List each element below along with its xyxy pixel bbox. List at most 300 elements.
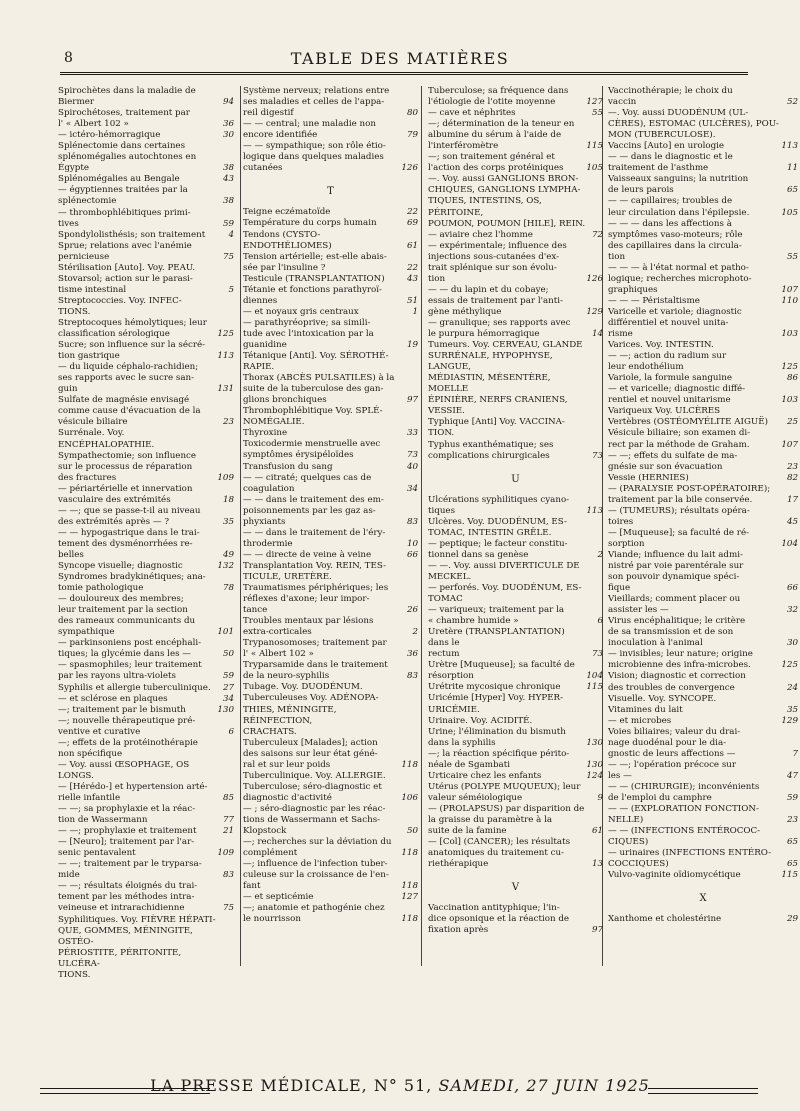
- entry-text: — —; effets du sulfate de ma- gnésie sur son évacuation: [608, 450, 738, 472]
- entry-page-number: 4: [228, 229, 234, 240]
- entry-text: Vitamines du lait: [608, 704, 683, 715]
- entry-text: — — dans le traitement de l'éry- throdermie: [243, 527, 386, 549]
- index-entry: [608, 705, 798, 716]
- entry-text: — — (INFECTIONS ENTÉROCOC- CIQUES): [608, 826, 761, 848]
- entry-text: — —; que se passe-t-il au niveau des extrémités après — ?: [58, 505, 201, 527]
- entry-page-number: 26: [406, 605, 418, 616]
- index-entry: [428, 693, 603, 715]
- entry-page-number: 61: [591, 826, 603, 837]
- entry-page-number: 47: [786, 770, 798, 781]
- entry-text: Trypanosomoses; traitement par l' « Albert 102 »: [243, 638, 387, 660]
- index-column-1: [58, 86, 234, 986]
- index-entry: [243, 616, 418, 638]
- entry-page-number: 127: [401, 892, 418, 903]
- entry-text: Troubles mentaux par lésions extra-corticales: [243, 616, 374, 638]
- entry-text: — —; traitement par le tryparsa- mide: [58, 859, 202, 881]
- entry-text: —; la réaction spécifique périto- néale de Sgambati: [428, 748, 570, 770]
- entry-text: Vaccinothérapie; le choix du vaccin: [608, 86, 733, 108]
- entry-text: — expérimentale; influence des injections sous-cutanées d'ex- trait splénique sur son évolu- tion: [428, 240, 567, 284]
- entry-page-number: 73: [406, 450, 418, 461]
- index-entry: [428, 230, 603, 241]
- entry-page-number: 24: [786, 682, 798, 693]
- entry-text: Tubage. Voy. DUODÉNUM.: [243, 682, 363, 693]
- entry-text: Vertèbres (OSTÉOMYÉLITE AIGUË): [608, 417, 768, 428]
- index-entry: [608, 616, 798, 649]
- entry-page-number: 23: [222, 417, 234, 428]
- entry-page-number: 130: [217, 704, 234, 715]
- index-entry: [608, 351, 798, 373]
- entry-text: Système nerveux; relations entre ses maladies et celles de l'appa- reil digestif: [243, 86, 390, 119]
- index-entry: [243, 638, 418, 660]
- index-entry: [58, 230, 234, 241]
- entry-text: Urticaire chez les enfants: [428, 770, 542, 781]
- entry-text: — Voy. aussi ŒSOPHAGE, OS LONGS.: [58, 759, 190, 781]
- entry-page-number: 129: [586, 306, 603, 317]
- section-letter: U: [511, 473, 520, 485]
- entry-text: Urinaire. Voy. ACIDITÉ.: [428, 715, 533, 726]
- entry-text: Voies biliaires; valeur du drai- nage duodénal pour le dia- gnostic de leurs affections —: [608, 726, 741, 759]
- index-entry: [58, 263, 234, 274]
- index-entry: [58, 881, 234, 914]
- entry-text: Syphilitiques. Voy. FIÈVRE HÉPATI- QUE, GOMMES, MÉNINGITE, OSTÉO- PÉRIOSTITE, PÉRITONITE, ULCÉRA- TIONS.: [58, 914, 216, 980]
- index-entry: [428, 86, 603, 108]
- entry-page-number: 104: [781, 538, 798, 549]
- entry-text: — parathyréoprive; sa simili- tude avec l'intoxication par la guanidine: [243, 317, 374, 350]
- index-entry: [58, 738, 234, 760]
- entry-text: — [Neuro]; traitement par l'ar- senic pentavalent: [58, 837, 195, 859]
- entry-text: Spirochètes dans la maladie de Biermer: [58, 86, 196, 108]
- entry-text: Sucre; son influence sur la sécré- tion gastrique: [58, 340, 206, 362]
- index-entry: [243, 561, 418, 583]
- entry-text: —. Voy. aussi DUODÉNUM (UL- CÈRES), ESTOMAC (ULCÈRES), POU- MON (TUBERCULOSE).: [608, 108, 779, 141]
- entry-page-number: 9: [597, 792, 603, 803]
- entry-page-number: 61: [406, 240, 418, 251]
- index-entry: [58, 837, 234, 859]
- index-entry: [58, 208, 234, 230]
- entry-text: — —; prophylaxie et traitement: [58, 826, 197, 837]
- entry-text: Ulcères. Voy. DUODÉNUM, ES- TOMAC, INTESTIN GRÊLE.: [428, 516, 567, 538]
- entry-text: — égyptiennes traitées par la splénectomie: [58, 185, 188, 207]
- entry-page-number: 75: [222, 251, 234, 262]
- entry-page-number: 7: [792, 748, 798, 759]
- entry-page-number: 23: [786, 815, 798, 826]
- index-entry: [608, 760, 798, 782]
- index-entry: [243, 495, 418, 528]
- entry-text: — —; action du radium sur leur endothélium: [608, 351, 727, 373]
- index-column-2: [243, 86, 418, 986]
- entry-text: Syphilis et allergie tuberculinique.: [58, 682, 211, 693]
- index-entry: [428, 340, 603, 417]
- entry-text: Vessie (HERNIES): [608, 472, 689, 483]
- entry-page-number: 97: [591, 925, 603, 936]
- entry-page-number: 118: [401, 914, 418, 925]
- index-entry: [58, 130, 234, 141]
- entry-page-number: 50: [222, 649, 234, 660]
- index-entry: [243, 351, 418, 373]
- entry-page-number: 125: [217, 329, 234, 340]
- entry-text: — du liquide céphalo-rachidien; ses rapports avec le sucre san- guin: [58, 362, 199, 395]
- entry-page-number: 51: [406, 295, 418, 306]
- entry-text: Urètre [Muqueuse]; sa faculté de résorption: [428, 660, 575, 682]
- index-entry: [608, 417, 798, 428]
- index-entry: [428, 903, 603, 936]
- entry-page-number: 36: [222, 119, 234, 130]
- entry-text: — invisibles; leur nature; origine microbienne des infra-microbes.: [608, 649, 753, 671]
- index-entry: [608, 484, 798, 506]
- index-entry: [428, 605, 603, 627]
- entry-text: — — central; une maladie non encore identifiée: [243, 119, 376, 141]
- entry-page-number: 115: [586, 141, 603, 152]
- entry-page-number: 83: [406, 671, 418, 682]
- entry-page-number: 17: [786, 494, 798, 505]
- entry-page-number: 22: [406, 262, 418, 273]
- index-entry: [58, 594, 234, 638]
- entry-text: — parkinsoniens post encéphali- tiques; la glycémie dans les —: [58, 638, 202, 660]
- index-entry: [428, 749, 603, 771]
- entry-text: Thrombophlébitique Voy. SPLÉ- NOMÉGALIE.: [243, 406, 383, 428]
- entry-text: — cave et néphrites: [428, 108, 516, 119]
- entry-page-number: 65: [786, 185, 798, 196]
- entry-page-number: 97: [406, 395, 418, 406]
- index-entry: [608, 594, 798, 616]
- index-entry: [243, 682, 418, 693]
- index-entry: [58, 528, 234, 561]
- entry-text: — (TUMEURS); résultats opéra- toires: [608, 505, 750, 527]
- entry-page-number: 127: [586, 97, 603, 108]
- entry-text: — —; résultats éloignés du trai- tement par les méthodes intra- veineuse et intrarachidienne: [58, 881, 198, 914]
- entry-page-number: 78: [222, 583, 234, 594]
- index-entry: [608, 848, 798, 870]
- index-entry: [608, 384, 798, 406]
- index-entry: [428, 627, 603, 660]
- index-entry: [58, 340, 234, 362]
- page-title: TABLE DES MATIÈRES: [290, 49, 510, 68]
- entry-text: Urétrite mycosique chronique: [428, 682, 561, 693]
- entry-page-number: 83: [222, 870, 234, 881]
- index-entry: [608, 694, 798, 705]
- index-entry: [58, 760, 234, 782]
- entry-text: Transplantation Voy. REIN, TES- TICULE, URETÈRE.: [243, 560, 387, 582]
- entry-page-number: 113: [586, 505, 603, 516]
- entry-text: Thorax (ABCÈS PULSATILES) à la suite de la tuberculose des gan- glions bronchiques: [243, 373, 395, 406]
- entry-text: Tétanie et fonctions parathyroï- diennes: [243, 284, 382, 306]
- entry-text: Vésicule biliaire; son examen di- rect par la méthode de Graham.: [608, 428, 751, 450]
- entry-page-number: 107: [781, 439, 798, 450]
- index-entry: [243, 318, 418, 351]
- index-entry: [243, 892, 418, 903]
- entry-text: —; effets de la protéinothérapie non spécifique: [58, 737, 198, 759]
- index-entry: [58, 274, 234, 296]
- entry-page-number: 22: [406, 207, 418, 218]
- index-entry: [428, 837, 603, 870]
- entry-page-number: 101: [217, 627, 234, 638]
- entry-page-number: 33: [406, 428, 418, 439]
- entry-page-number: 14: [591, 329, 603, 340]
- index-entry: [428, 152, 603, 174]
- section-letter: T: [327, 186, 334, 198]
- entry-page-number: 118: [401, 759, 418, 770]
- entry-text: Traumatismes périphériques; les réflexes d'axone; leur impor- tance: [243, 583, 389, 616]
- entry-text: — douloureux des membres; leur traitement par la section des rameaux communicants du sympathique: [58, 594, 196, 638]
- index-entry: [428, 517, 603, 539]
- index-entry: [243, 528, 418, 550]
- entry-page-number: 2: [597, 549, 603, 560]
- entry-text: Syndromes bradykinétiques; ana- tomie pathologique: [58, 572, 206, 594]
- entry-text: — —; sa prophylaxie et la réac- tion de Wassermann: [58, 804, 196, 826]
- entry-page-number: 131: [217, 384, 234, 395]
- index-entry: [243, 207, 418, 218]
- index-entry: [243, 119, 418, 141]
- entry-text: — ; séro-diagnostic par les réac- tions de Wassermann et Sachs- Klopstock: [243, 803, 386, 837]
- index-entry: [608, 296, 798, 307]
- entry-text: — et microbes: [608, 715, 672, 726]
- entry-text: — — — Péristaltisme: [608, 295, 700, 306]
- entry-page-number: 38: [222, 196, 234, 207]
- entry-text: Ulcérations syphilitiques cyano- tiques: [428, 494, 570, 516]
- index-columns: [58, 86, 798, 980]
- entry-page-number: 132: [217, 561, 234, 572]
- entry-text: — périartérielle et innervation vasculaire des extrémités: [58, 483, 193, 505]
- entry-page-number: 129: [781, 715, 798, 726]
- index-entry: [243, 252, 418, 274]
- entry-text: — [Hérédo-] et hypertension arté- rielle infantile: [58, 781, 208, 803]
- index-entry: [58, 296, 234, 318]
- entry-page-number: 10: [406, 538, 418, 549]
- index-entry: [608, 550, 798, 594]
- entry-page-number: 45: [786, 516, 798, 527]
- index-entry: [428, 804, 603, 837]
- entry-text: Spondylolisthésis; son traitement: [58, 229, 206, 240]
- index-entry: [608, 307, 798, 340]
- entry-text: — — dans le diagnostic et le traitement de l'asthme: [608, 152, 733, 174]
- index-entry: [608, 782, 798, 804]
- index-entry: [243, 738, 418, 771]
- entry-text: Tryparsamide dans le traitement de la neuro-syphilis: [243, 660, 388, 682]
- entry-text: Syncope visuelle; diagnostic: [58, 561, 183, 572]
- index-entry: [58, 804, 234, 826]
- entry-text: — — (CHIRURGIE); inconvénients de l'emploi du camphre: [608, 781, 760, 803]
- entry-page-number: 13: [591, 859, 603, 870]
- index-entry: [608, 671, 798, 693]
- index-entry: [243, 373, 418, 406]
- entry-text: Tuberculose; séro-diagnostic et diagnostic d'activité: [243, 781, 382, 803]
- index-entry: [58, 638, 234, 660]
- entry-page-number: 115: [586, 682, 603, 693]
- entry-text: — et varicelle; diagnostic diffé- rentiel et nouvel unitarisme: [608, 384, 746, 406]
- index-entry: [243, 804, 418, 837]
- entry-text: — et septicémie: [243, 892, 314, 903]
- entry-text: — spasmophiles; leur traitement par les rayons ultra-violets: [58, 660, 202, 682]
- entry-text: —; détermination de la teneur en albumine du sérum à l'aide de l'interféromètre: [428, 119, 575, 152]
- footer-rule: [648, 1088, 758, 1094]
- entry-page-number: 113: [217, 351, 234, 362]
- entry-text: —; influence de l'infection tuber- culeuse sur la croissance de l'en- fant: [243, 859, 389, 892]
- index-entry: [58, 506, 234, 528]
- entry-page-number: 43: [406, 273, 418, 284]
- index-entry: [58, 108, 234, 130]
- index-entry: [243, 837, 418, 859]
- entry-text: Splénomégalies au Bengale: [58, 174, 180, 185]
- entry-text: — — — dans les affections à symptômes vaso-moteurs; rôle des capillaires dans la circula- tion: [608, 218, 743, 262]
- entry-page-number: 82: [786, 472, 798, 483]
- entry-text: — granulique; ses rapports avec le purpura hémorragique: [428, 317, 571, 340]
- index-entry: [58, 660, 234, 682]
- entry-text: — urinaires (INFECTIONS ENTÉRO- COCCIQUES): [608, 848, 772, 870]
- entry-page-number: 40: [406, 461, 418, 472]
- index-entry: [428, 583, 603, 605]
- entry-page-number: 55: [786, 251, 798, 262]
- index-entry: [428, 318, 603, 340]
- entry-page-number: 105: [781, 207, 798, 218]
- index-entry: [428, 174, 603, 229]
- entry-text: Spirochétoses, traitement par l' « Albert 102 »: [58, 108, 190, 130]
- footer-journal: LA PRESSE MÉDICALE, N° 51,: [150, 1076, 433, 1095]
- index-entry: [608, 152, 798, 174]
- entry-page-number: 43: [222, 174, 234, 185]
- entry-page-number: 125: [781, 660, 798, 671]
- entry-text: — [Col] (CANCER); les résultats anatomiques du traitement cu- riethérapique: [428, 837, 571, 870]
- entry-page-number: 66: [786, 583, 798, 594]
- entry-text: —. Voy. aussi GANGLIONS BRON- CHIQUES, GANGLIONS LYMPHA- TIQUES, INTESTINS, OS, PÉRITOINE, POUMON, POUMON [HILE], REIN.: [428, 174, 586, 229]
- entry-text: Tétanique [Anti]. Voy. SÉROTHÉ- RAPIE.: [243, 351, 389, 373]
- index-entry: [428, 440, 603, 462]
- entry-page-number: 86: [786, 373, 798, 384]
- entry-text: — — citraté; quelques cas de coagulation: [243, 472, 372, 494]
- entry-page-number: 65: [786, 859, 798, 870]
- index-entry: [428, 119, 603, 152]
- entry-text: — (PROLAPSUS) par disparition de la graisse du paramètre à la suite de la famine: [428, 803, 585, 837]
- index-column-3: [428, 86, 603, 986]
- entry-text: Urine; l'élimination du bismuth dans la syphilis: [428, 726, 566, 748]
- entry-page-number: 80: [406, 108, 418, 119]
- index-entry: [608, 649, 798, 671]
- index-entry: [58, 859, 234, 881]
- entry-text: Vulvo-vaginite oïdiomycétique: [608, 870, 741, 881]
- index-entry: [608, 174, 798, 196]
- entry-page-number: 35: [786, 704, 798, 715]
- entry-page-number: 50: [406, 826, 418, 837]
- entry-text: —; nouvelle thérapeutique pré- ventive et curative: [58, 715, 196, 737]
- index-entry: [243, 782, 418, 804]
- entry-text: Sprue; relations avec l'anémie pernicieuse: [58, 240, 192, 262]
- entry-text: — et noyaux gris centraux: [243, 306, 359, 317]
- entry-page-number: 124: [586, 770, 603, 781]
- index-entry: [428, 417, 603, 439]
- entry-page-number: 126: [401, 163, 418, 174]
- index-entry: [428, 782, 603, 804]
- entry-text: Typhus exanthématique; ses complications chirurgicales: [428, 439, 554, 461]
- entry-page-number: 104: [586, 671, 603, 682]
- entry-page-number: 34: [406, 483, 418, 494]
- entry-page-number: 105: [586, 163, 603, 174]
- index-entry: [58, 705, 234, 716]
- entry-page-number: 115: [781, 870, 798, 881]
- section-letter: X: [699, 893, 707, 905]
- entry-page-number: 130: [586, 737, 603, 748]
- entry-text: Tension artérielle; est-elle abais- sée par l'insuline ?: [243, 251, 387, 273]
- entry-page-number: 107: [781, 284, 798, 295]
- index-entry: [243, 903, 418, 925]
- entry-text: Thyroxine: [243, 428, 288, 439]
- entry-text: Vision; diagnostic et correction des troubles de convergence: [608, 671, 746, 693]
- entry-text: Vaccination antityphique; l'in- dice opsonique et la réaction de fixation après: [428, 903, 570, 936]
- entry-text: — — dans le traitement des em- poisonnements par les gaz as- phyxiants: [243, 494, 384, 527]
- entry-text: Tendons (CYSTO-ENDOTHÉLIOMES): [243, 229, 332, 251]
- index-entry: [243, 859, 418, 892]
- entry-page-number: 83: [406, 516, 418, 527]
- index-column-4: [608, 86, 798, 986]
- index-entry: [243, 307, 418, 318]
- index-entry: [608, 428, 798, 450]
- entry-text: — thrombophlébitiques primi- tives: [58, 207, 191, 229]
- entry-text: Teigne eczématoïde: [243, 207, 331, 218]
- entry-text: Visuelle. Voy. SYNCOPE.: [608, 693, 717, 704]
- entry-page-number: 73: [591, 649, 603, 660]
- entry-page-number: 23: [786, 461, 798, 472]
- entry-text: — — (EXPLORATION FONCTION- NELLE): [608, 804, 759, 826]
- index-entry: [428, 495, 603, 517]
- index-entry: [243, 693, 418, 737]
- entry-text: — aviaire chez l'homme: [428, 229, 533, 240]
- entry-page-number: 29: [786, 914, 798, 925]
- entry-page-number: 32: [786, 605, 798, 616]
- entry-page-number: 118: [401, 881, 418, 892]
- index-entry: [608, 451, 798, 473]
- entry-page-number: 38: [222, 163, 234, 174]
- index-entry: [58, 716, 234, 738]
- index-entry: [58, 362, 234, 395]
- entry-text: Virus encéphalitique; le critère de sa transmission et de son inoculation à l'animal: [608, 616, 746, 649]
- index-entry: [58, 484, 234, 506]
- index-entry: [428, 285, 603, 318]
- index-entry: [428, 682, 603, 693]
- index-entry: [58, 561, 234, 572]
- entry-text: Tuberculose; sa fréquence dans l'étiologie de l'otite moyenne: [428, 86, 569, 108]
- entry-text: —; traitement par le bismuth: [58, 704, 186, 715]
- index-entry: [608, 826, 798, 848]
- entry-page-number: 52: [786, 97, 798, 108]
- entry-text: — peptique; le facteur constitu- tionnel dans sa genèse: [428, 538, 568, 560]
- index-entry: [428, 771, 603, 782]
- index-entry: [243, 230, 418, 252]
- entry-page-number: 85: [222, 793, 234, 803]
- entry-text: Transfusion du sang: [243, 461, 333, 472]
- page-number: 8: [64, 50, 73, 66]
- entry-text: Splénectomie dans certaines splénomégalies autochtones en Égypte: [58, 141, 197, 174]
- index-entry: [608, 528, 798, 550]
- entry-page-number: 77: [222, 815, 234, 826]
- index-entry: [58, 185, 234, 207]
- index-entry: [608, 727, 798, 760]
- entry-page-number: 19: [406, 339, 418, 350]
- entry-text: Typhique [Anti] Voy. VACCINA- TION.: [428, 417, 565, 439]
- entry-page-number: 27: [222, 682, 234, 693]
- entry-text: Variqueux Voy. ULCÈRES: [608, 406, 721, 417]
- index-entry: [608, 473, 798, 484]
- entry-text: Vaccins [Auto] en urologie: [608, 141, 725, 152]
- entry-page-number: 66: [406, 549, 418, 560]
- entry-page-number: 30: [222, 130, 234, 141]
- index-entry: [243, 583, 418, 616]
- index-entry: [58, 428, 234, 450]
- entry-text: — perforés. Voy. DUODÉNUM, ES- TOMAC: [428, 583, 582, 605]
- index-entry: [608, 716, 798, 727]
- entry-page-number: 36: [406, 649, 418, 660]
- index-entry: [428, 539, 603, 561]
- entry-text: Tuberculeux [Malades]; action des saisons sur leur état géné- ral et sur leur poids: [243, 737, 378, 770]
- index-entry: [608, 373, 798, 384]
- index-entry: [243, 218, 418, 229]
